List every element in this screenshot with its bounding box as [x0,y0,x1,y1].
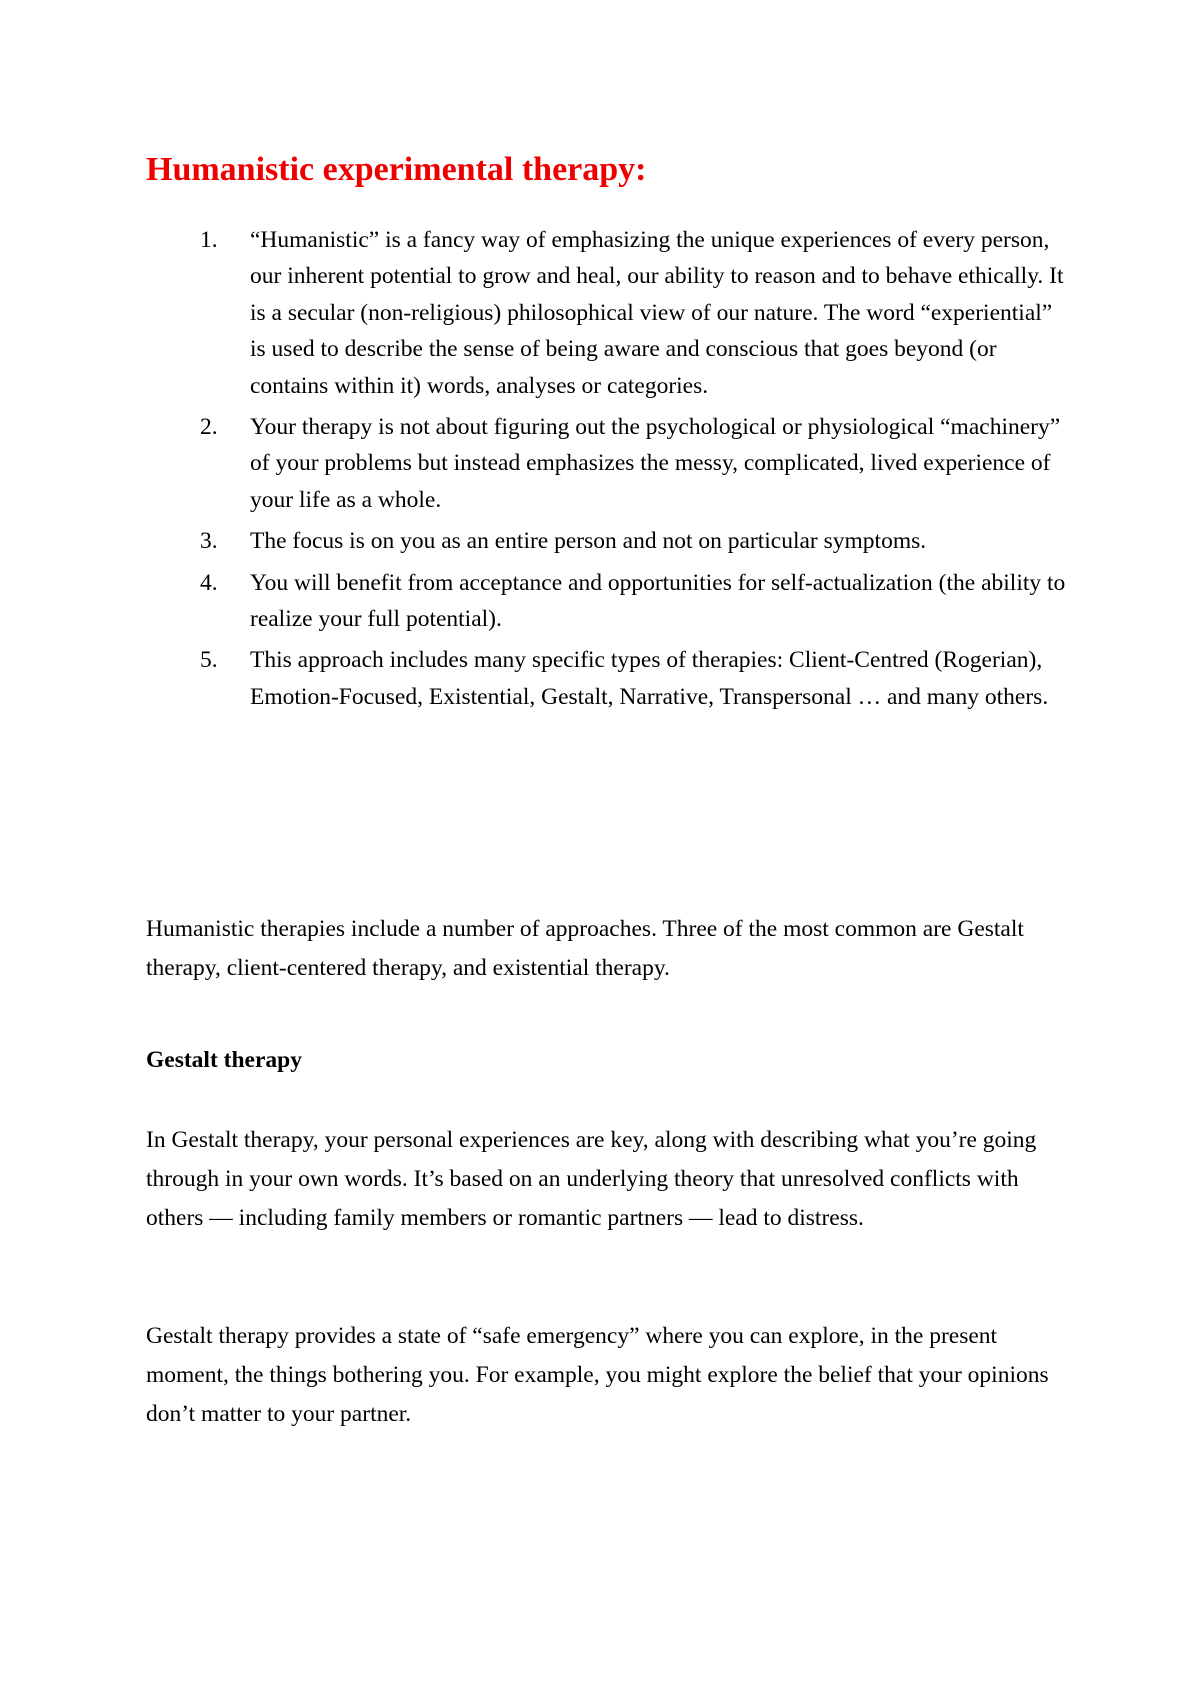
document-title: Humanistic experimental therapy: [146,151,647,188]
list-item-text: “Humanistic” is a fancy way of emphasizing the unique experiences of every person, our inherent potential to grow and heal, our ability to reason and to behave ethically. It is a secular (non-religious) philosophical view of our nature. The word “experiential” is used to describe the sense of being aware and conscious that goes beyond (or contains within it) words, analyses or categories. [250,227,1064,399]
list-item [200,565,1070,638]
list-item [200,523,1070,559]
list-item [200,409,1070,518]
gestalt-paragraph-1: In Gestalt therapy, your personal experiences are key, along with describing what you’re going through in your own words. It’s based on an underlying theory that unresolved conflicts with others — including family members or romantic partners — lead to distress. [146,1127,1037,1231]
list-item-text: Your therapy is not about figuring out the psychological or physiological “machinery” of your problems but instead emphasizes the messy, complicated, lived experience of your life as a whole. [250,414,1061,513]
section-heading-gestalt: Gestalt therapy [146,1047,302,1073]
list-item-text: The focus is on you as an entire person and not on particular symptoms. [250,528,927,555]
list-number: 5. [200,647,218,674]
list-item [200,222,1070,404]
list-number: 2. [200,414,218,441]
list-number: 4. [200,569,218,596]
gestalt-paragraph-2: Gestalt therapy provides a state of “safe emergency” where you can explore, in the present moment, the things bothering you. For example, you might explore the belief that your opinions don’t matter to your partner. [146,1323,1049,1427]
list-item [200,642,1070,715]
list-number: 3. [200,528,218,555]
list-item-text: You will benefit from acceptance and opportunities for self-actualization (the ability to realize your full potential). [250,569,1066,633]
numbered-list [200,222,1070,720]
intro-paragraph: Humanistic therapies include a number of approaches. Three of the most common are Gestalt therapy, client-centered therapy, and existential therapy. [146,916,1024,981]
list-number: 1. [200,227,218,253]
list-item-text: This approach includes many specific types of therapies: Client-Centred (Rogerian), Emotion-Focused, Existential, Gestalt, Narrative, Transpersonal … and many others. [250,647,1049,710]
